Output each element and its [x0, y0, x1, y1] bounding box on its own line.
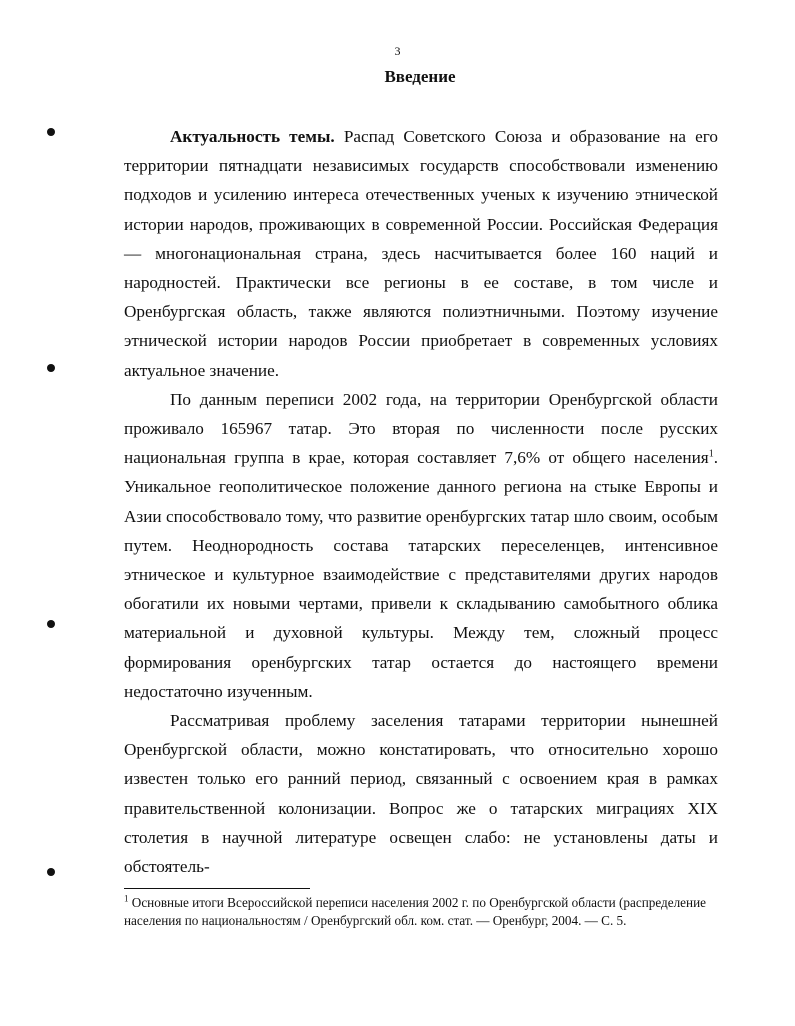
paragraph-text: Распад Советского Союза и образование на его территории пятнадцати независимых государств способствовали изменению подходов и усилению интереса отечественных ученых к изучению этнической истории народов, проживающих в современной России. Российская Федерация — многонациональная страна, здесь насчитывается более 160 наций и народностей. Практически все регионы в ее составе, в том числе и Оренбургская область, также являются полиэтничными. Поэтому изучение этнической истории народов России приобретает в современных условиях актуальное значение. — [124, 127, 719, 380]
paragraph-text: . Уникальное геополитическое положение данного региона на стыке Европы и Азии способствовало тому, что развитие оренбургских татар шло своим, особым путем. Неоднородность состава татарских переселенцев, интенсивное этническое и культурное взаимодействие с представителями других народов обогатили их новыми чертами, привели к складыванию самобытного облика материальной и духовной культуры. Между тем, сложный процесс формирования оренбургских татар остается до настоящего времени недостаточно изученным. — [124, 448, 718, 701]
binding-hole-mark — [47, 364, 55, 372]
lead-term: Актуальность темы. — [170, 127, 335, 146]
binding-hole-mark — [47, 128, 55, 136]
page-title: Введение — [384, 67, 456, 86]
paragraph-settlement — [124, 706, 718, 881]
footnote-marker: 1 — [124, 893, 129, 904]
paragraph-relevance — [124, 122, 718, 385]
paragraph-text: Рассматривая проблему заселения татарами территории нынешней Оренбургской области, можно констатировать, что относительно хорошо известен только его ранний период, связанный с освоением края в рамках правительственной колонизации. Вопрос же о татарских миграциях XIX столетия в научной литературе освещен слабо: не установлены даты и обстоятель- — [124, 711, 718, 877]
body-text — [124, 122, 718, 881]
binding-hole-mark — [47, 868, 55, 876]
paragraph-census — [124, 385, 718, 706]
footnote — [124, 894, 706, 930]
paragraph-text: По данным переписи 2002 года, на территории Оренбургской области проживало 165967 татар. Это вторая по численности после русских национальная группа в крае, которая составляет 7,6% от общего населения — [124, 389, 718, 468]
footnote-text: Основные итоги Всероссийской переписи населения 2002 г. по Оренбургской области (распределение населения по национальностям / Оренбургский обл. ком. стат. — Оренбург, 2004. — С. 5. — [124, 895, 706, 928]
footnote-divider — [124, 888, 310, 889]
footnote-reference[interactable]: 1 — [708, 448, 714, 460]
binding-hole-mark — [47, 620, 55, 628]
page-number: 3 — [394, 44, 401, 58]
